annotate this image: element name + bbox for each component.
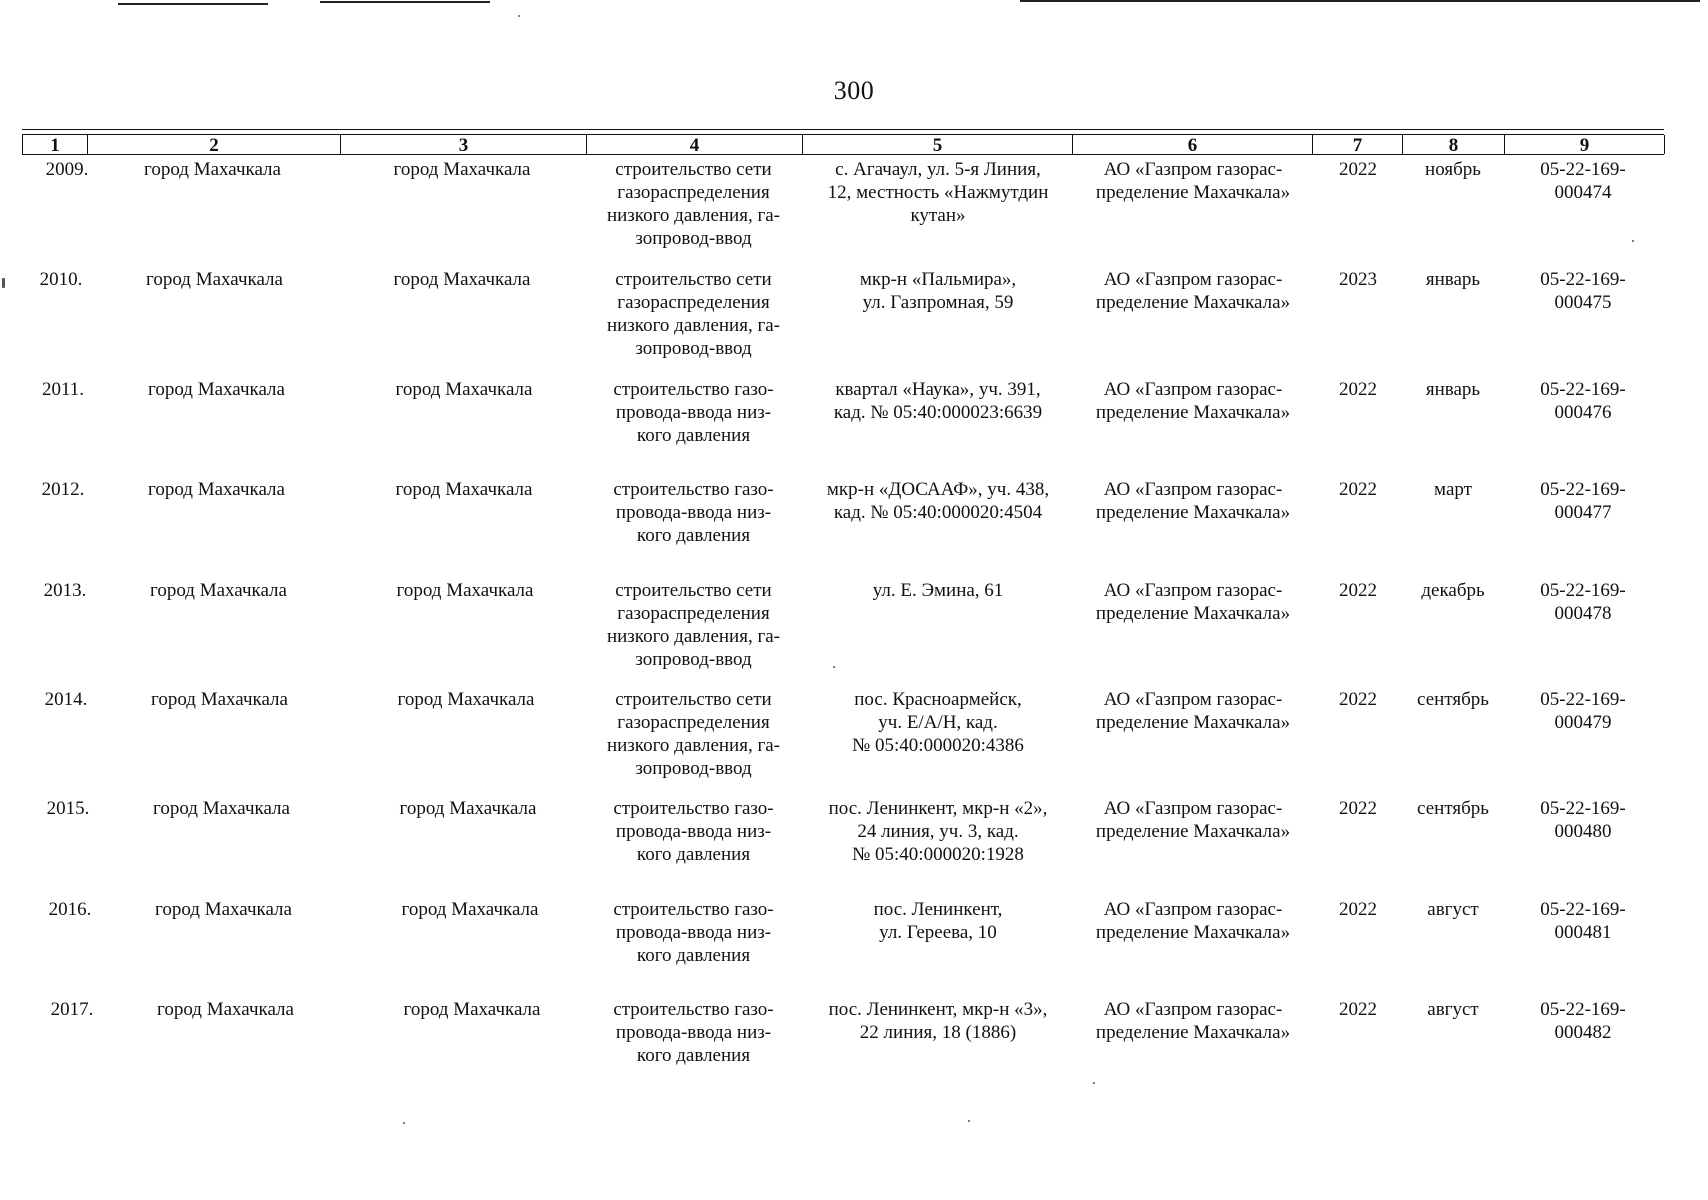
month-cell: январь <box>1425 269 1481 290</box>
table-top-rule <box>22 129 1664 130</box>
year-cell: 2022 <box>1339 159 1377 180</box>
scan-speck <box>518 15 520 17</box>
organization-cell: АО «Газпром газорас- пределение Махачкала» <box>1095 999 1291 1043</box>
code-cell: 05-22-169- 000479 <box>1540 689 1626 733</box>
page-number: 300 <box>833 76 875 105</box>
month-cell: ноябрь <box>1425 159 1481 180</box>
column-header-7: 7 <box>1313 135 1403 154</box>
work-type-cell: строительство газо- провода-ввода низ- кого давления <box>613 999 774 1066</box>
month-cell: январь <box>1425 379 1481 400</box>
column-header-9: 9 <box>1505 135 1665 154</box>
address-cell: пос. Красноармейск, уч. Е/А/Н, кад. № 05:40:000020:4386 <box>852 689 1024 756</box>
locality-cell: город Махачкала <box>403 999 541 1020</box>
column-header-8: 8 <box>1403 135 1505 154</box>
locality-cell: город Махачкала <box>396 580 534 601</box>
municipality-cell: город Махачкала <box>150 580 287 601</box>
work-type-cell: строительство сети газораспределения низкого давления, га- зопровод-ввод <box>606 580 781 670</box>
month-cell: август <box>1427 999 1479 1020</box>
organization-cell: АО «Газпром газорас- пределение Махачкала» <box>1095 689 1291 733</box>
address-cell: пос. Ленинкент, ул. Гереева, 10 <box>873 899 1003 943</box>
code-cell: 05-22-169- 000478 <box>1540 580 1626 624</box>
locality-cell: город Махачкала <box>401 899 539 920</box>
locality-cell: город Махачкала <box>395 479 533 500</box>
code-cell: 05-22-169- 000476 <box>1540 379 1626 423</box>
organization-cell: АО «Газпром газорас- пределение Махачкала» <box>1095 798 1291 842</box>
month-cell: сентябрь <box>1417 798 1489 819</box>
locality-cell: город Махачкала <box>397 689 535 710</box>
row-number: 2012. <box>41 479 85 500</box>
scan-speck <box>968 1120 970 1122</box>
municipality-cell: город Махачкала <box>157 999 294 1020</box>
organization-cell: АО «Газпром газорас- пределение Махачкала» <box>1095 269 1291 313</box>
work-type-cell: строительство газо- провода-ввода низ- кого давления <box>613 379 774 446</box>
scan-edge-mark-middle <box>320 1 490 3</box>
scan-speck <box>2 278 5 288</box>
code-cell: 05-22-169- 000481 <box>1540 899 1626 943</box>
municipality-cell: город Махачкала <box>153 798 290 819</box>
work-type-cell: строительство газо- провода-ввода низ- кого давления <box>613 479 774 546</box>
year-cell: 2023 <box>1339 269 1377 290</box>
municipality-cell: город Махачкала <box>148 479 285 500</box>
address-cell: мкр-н «ДОСААФ», уч. 438, кад. № 05:40:000020:4504 <box>826 479 1050 523</box>
locality-cell: город Махачкала <box>393 269 531 290</box>
year-cell: 2022 <box>1339 379 1377 400</box>
code-cell: 05-22-169- 000482 <box>1540 999 1626 1043</box>
organization-cell: АО «Газпром газорас- пределение Махачкала» <box>1095 479 1291 523</box>
locality-cell: город Махачкала <box>399 798 537 819</box>
municipality-cell: город Махачкала <box>155 899 292 920</box>
year-cell: 2022 <box>1339 479 1377 500</box>
column-header-4: 4 <box>587 135 803 154</box>
month-cell: сентябрь <box>1417 689 1489 710</box>
month-cell: декабрь <box>1421 580 1485 601</box>
work-type-cell: строительство газо- провода-ввода низ- кого давления <box>613 899 774 966</box>
column-header-1: 1 <box>23 135 88 154</box>
locality-cell: город Махачкала <box>393 159 531 180</box>
organization-cell: АО «Газпром газорас- пределение Махачкала» <box>1095 580 1291 624</box>
row-number: 2010. <box>39 269 83 290</box>
column-header-5: 5 <box>803 135 1073 154</box>
column-header-6: 6 <box>1073 135 1313 154</box>
work-type-cell: строительство газо- провода-ввода низ- кого давления <box>613 798 774 865</box>
address-cell: с. Агачаул, ул. 5-я Линия, 12, местность «Нажмутдин кутан» <box>827 159 1049 226</box>
year-cell: 2022 <box>1339 999 1377 1020</box>
work-type-cell: строительство сети газораспределения низкого давления, га- зопровод-ввод <box>606 689 781 779</box>
work-type-cell: строительство сети газораспределения низкого давления, га- зопровод-ввод <box>606 269 781 359</box>
address-cell: мкр-н «Пальмира», ул. Газпромная, 59 <box>859 269 1017 313</box>
scan-edge-mark-right <box>1020 0 1700 2</box>
column-header-3: 3 <box>341 135 587 154</box>
month-cell: март <box>1434 479 1472 500</box>
year-cell: 2022 <box>1339 899 1377 920</box>
row-number: 2016. <box>48 899 92 920</box>
address-cell: ул. Е. Эмина, 61 <box>872 580 1004 601</box>
scan-speck <box>833 666 835 668</box>
row-number: 2017. <box>50 999 94 1020</box>
scan-speck <box>1632 240 1634 242</box>
municipality-cell: город Махачкала <box>148 379 285 400</box>
address-cell: пос. Ленинкент, мкр-н «3», 22 линия, 18 (1886) <box>828 999 1048 1043</box>
scan-edge-mark-left <box>118 3 268 5</box>
row-number: 2013. <box>43 580 87 601</box>
scan-speck <box>1093 1082 1095 1084</box>
municipality-cell: город Махачкала <box>146 269 283 290</box>
address-cell: квартал «Наука», уч. 391, кад. № 05:40:000023:6639 <box>833 379 1043 423</box>
municipality-cell: город Махачкала <box>144 159 281 180</box>
code-cell: 05-22-169- 000475 <box>1540 269 1626 313</box>
code-cell: 05-22-169- 000480 <box>1540 798 1626 842</box>
code-cell: 05-22-169- 000477 <box>1540 479 1626 523</box>
organization-cell: АО «Газпром газорас- пределение Махачкала» <box>1095 899 1291 943</box>
row-number: 2009. <box>45 159 89 180</box>
row-number: 2015. <box>46 798 90 819</box>
month-cell: август <box>1427 899 1479 920</box>
code-cell: 05-22-169- 000474 <box>1540 159 1626 203</box>
scan-speck <box>403 1122 405 1124</box>
organization-cell: АО «Газпром газорас- пределение Махачкала» <box>1095 159 1291 203</box>
column-number-header <box>22 134 1664 155</box>
year-cell: 2022 <box>1339 580 1377 601</box>
year-cell: 2022 <box>1339 689 1377 710</box>
row-number: 2011. <box>41 379 85 400</box>
address-cell: пос. Ленинкент, мкр-н «2», 24 линия, уч. 3, кад. № 05:40:000020:1928 <box>828 798 1048 865</box>
municipality-cell: город Махачкала <box>151 689 288 710</box>
year-cell: 2022 <box>1339 798 1377 819</box>
work-type-cell: строительство сети газораспределения низкого давления, га- зопровод-ввод <box>606 159 781 249</box>
column-header-2: 2 <box>88 135 341 154</box>
locality-cell: город Махачкала <box>395 379 533 400</box>
organization-cell: АО «Газпром газорас- пределение Махачкала» <box>1095 379 1291 423</box>
row-number: 2014. <box>44 689 88 710</box>
